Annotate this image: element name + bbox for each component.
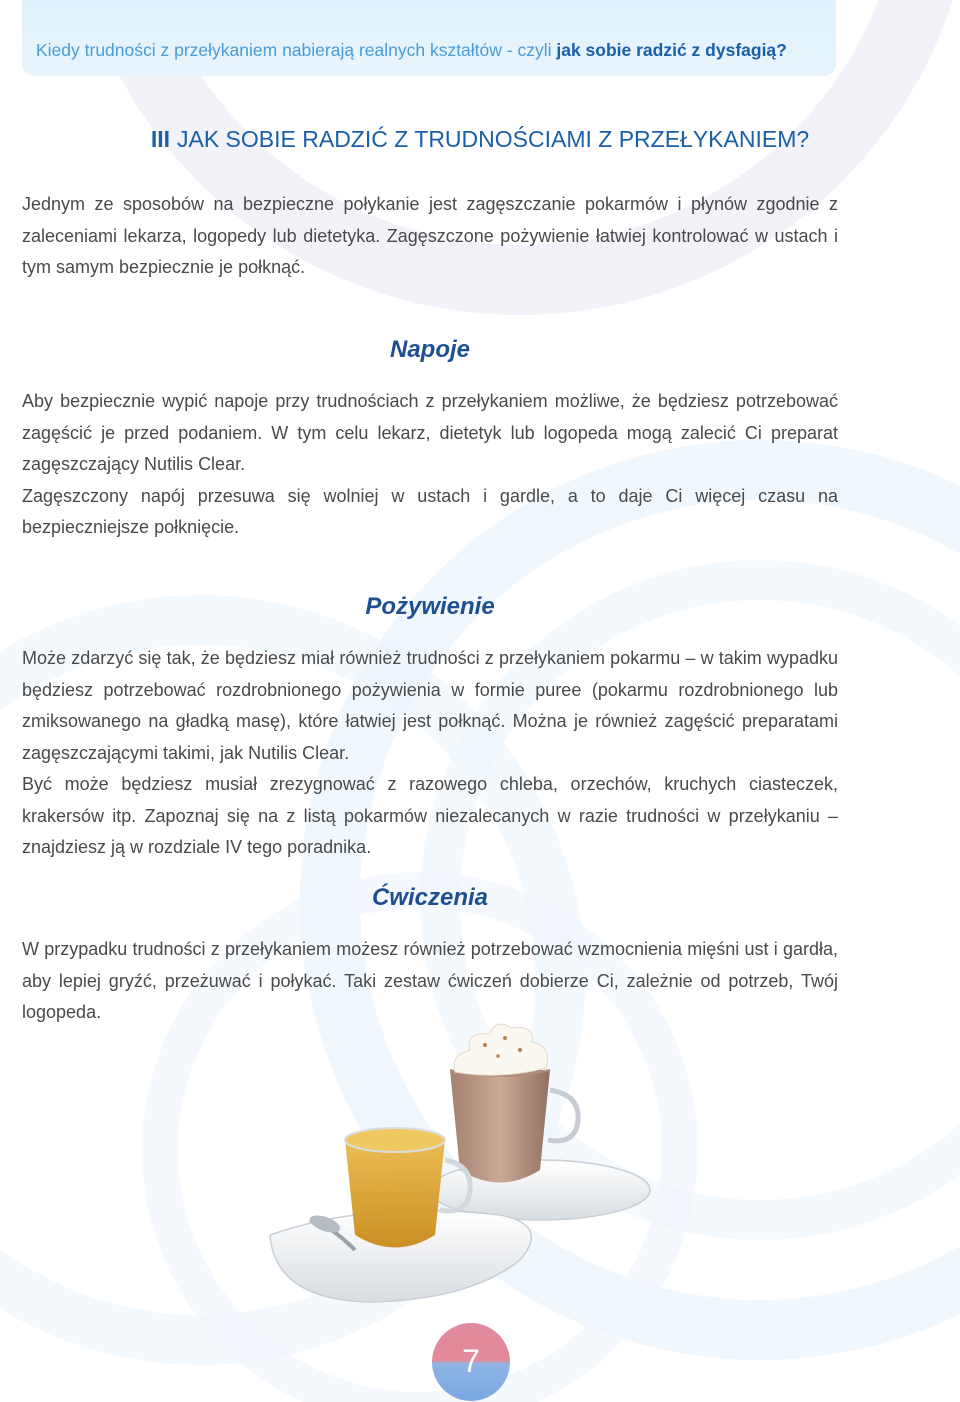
napoje-section xyxy=(22,386,838,544)
cwiczenia-paragraph: W przypadku trudności z przełykaniem możesz również potrzebować wzmocnienia mięśni ust i gardła, aby lepiej gryźć, przeżuwać i połykać. Taki zestaw ćwiczeń dobierze Ci, zależnie od potrzeb, Twój logopeda. xyxy=(22,939,838,1022)
heading-pozywienie: Pożywienie xyxy=(365,593,495,620)
heading-napoje: Napoje xyxy=(389,336,470,363)
cwiczenia-section xyxy=(22,934,838,1029)
section-title-text: JAK SOBIE RADZIĆ Z TRUDNOŚCIAMI Z PRZEŁYKANIEM? xyxy=(176,126,810,152)
intro-paragraph xyxy=(22,189,838,284)
heading-cwiczenia: Ćwiczenia xyxy=(371,884,489,911)
section-title xyxy=(0,126,960,153)
section-numeral: III xyxy=(150,126,170,152)
napoje-paragraph-1: Aby bezpiecznie wypić napoje przy trudnościach z przełykaniem możliwe, że będziesz potrzebować zagęścić je przed podaniem. W tym celu lekarz, dietetyk lub logopeda mogą zalecić Ci preparat zagęszczający Nutilis Clear. xyxy=(22,391,838,474)
running-header-text: Kiedy trudności z przełykaniem nabierają realnych kształtów - czyli xyxy=(36,40,557,60)
page-number-badge xyxy=(432,1323,510,1402)
napoje-paragraph-2: Zagęszczony napój przesuwa się wolniej w ustach i gardle, a to daje Ci więcej czasu na bezpieczniejsze połknięcie. xyxy=(22,485,838,537)
drinks-illustration xyxy=(250,1020,710,1320)
pozywienie-paragraph-1: Może zdarzyć się tak, że będziesz miał również trudności z przełykaniem pokarmu – w takim wypadku będziesz potrzebować rozdrobnionego pożywienia w formie puree (pokarmu rozdrobnionego lub zmiksowanego na gładką masę), które łatwiej jest połknąć. Można je również zagęścić preparatami zagęszczającymi takimi, jak Nutilis Clear. xyxy=(22,648,838,763)
pozywienie-paragraph-2: Być może będziesz musiał zrezygnować z razowego chleba, orzechów, kruchych ciasteczek, krakersów itp. Zapoznaj się na z listą pokarmów niezalecanych w razie trudności w przełykaniu – znajdziesz ją w rozdziale IV tego poradnika. xyxy=(22,774,838,857)
intro-text: Jednym ze sposobów na bezpieczne połykanie jest zagęszczanie pokarmów i płynów zgodnie z zaleceniami lekarza, logopedy lub dietetyka. Zagęszczone pożywienie łatwiej kontrolować w ustach i tym samym bezpiecznie je połknąć. xyxy=(22,194,838,277)
running-header xyxy=(36,40,787,61)
page-number: 7 xyxy=(462,1343,480,1379)
pozywienie-section xyxy=(22,643,838,864)
header-bar xyxy=(22,0,836,76)
running-header-emphasis: jak sobie radzić z dysfagią? xyxy=(556,40,787,60)
